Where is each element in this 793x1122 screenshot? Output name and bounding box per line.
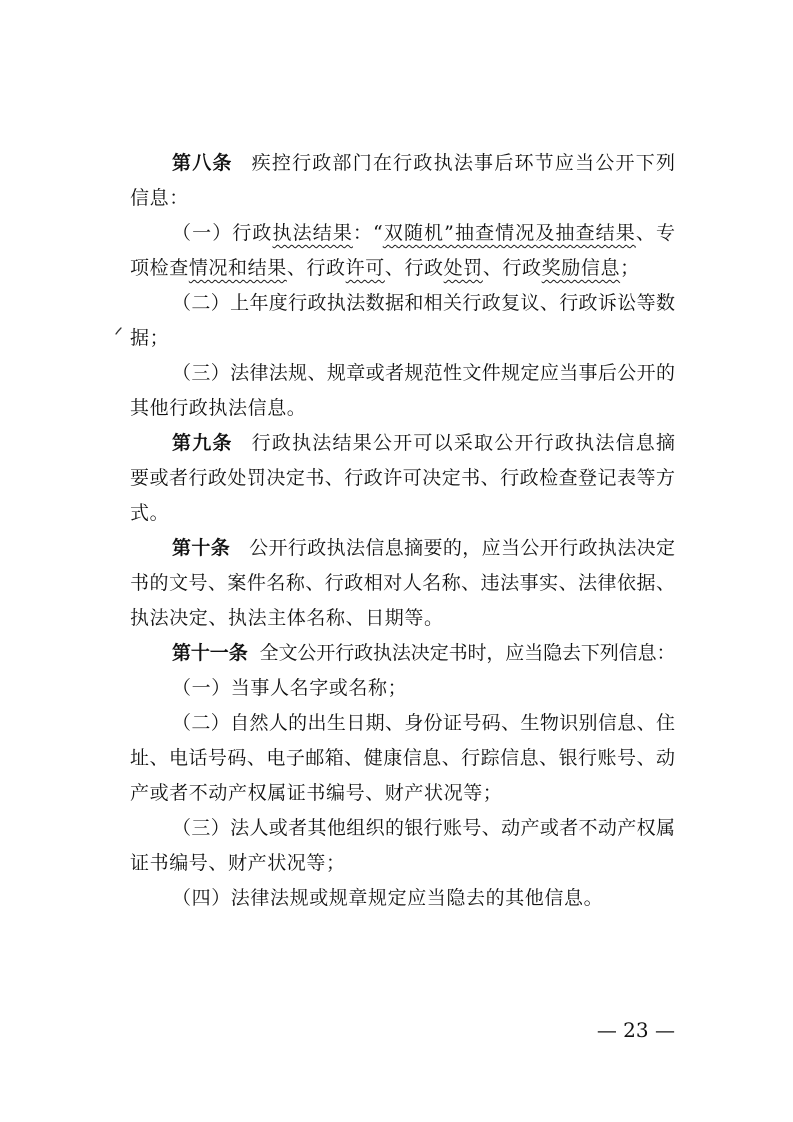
- article-11-item-1: （一）当事人名字或名称；: [172, 677, 408, 699]
- article-11-item-3-line-2: 证书编号、财产状况等；: [130, 852, 346, 874]
- article-8-text: 疾控行政部门在行政执法事后环节应当公开下列: [251, 152, 675, 174]
- article-8-item-3-line-2: 其他行政执法信息。: [130, 397, 307, 419]
- article-9-label: 第九条: [172, 432, 233, 454]
- handwritten-wavy-underline: 执法结果: [272, 222, 353, 244]
- article-10-label: 第十条: [172, 537, 231, 559]
- handwritten-wavy-underline: 处罚: [443, 257, 483, 279]
- article-9-line-3: 式。: [130, 502, 170, 524]
- handwritten-wavy-underline: 奖励信息: [541, 257, 621, 279]
- handwritten-wavy-underline: 许可: [345, 257, 385, 279]
- article-8-item-3-line-1: （三）法律法规、规章或者规范性文件规定应当事后公开的: [172, 362, 675, 384]
- handwritten-wavy-underline: 双随机”抽查情况及抽查结果: [382, 222, 636, 244]
- article-8-line-2: 信息：: [130, 187, 189, 209]
- item-text: 、行政: [482, 257, 542, 279]
- article-9-text: 行政执法结果公开可以采取公开行政执法信息摘: [251, 432, 675, 454]
- article-9-line-2: 要或者行政处罚决定书、行政许可决定书、行政检查登记表等方: [130, 467, 675, 489]
- article-11-item-3-line-1: （三）法人或者其他组织的银行账号、动产或者不动产权属: [172, 817, 675, 839]
- item-text: ；: [620, 257, 640, 279]
- article-11-text: 全文公开行政执法决定书时，应当隐去下列信息：: [259, 642, 675, 664]
- article-8-label: 第八条: [172, 152, 233, 174]
- article-8-item-1-line-2: [130, 251, 675, 286]
- article-8-item-2-line-2: 据；: [130, 327, 170, 349]
- article-11-item-2-line-2: 址、电话号码、电子邮箱、健康信息、行踪信息、银行账号、动: [130, 747, 675, 769]
- article-9-line-1: [130, 426, 675, 461]
- article-11-item-2-line-3: 产或者不动产权属证书编号、财产状况等；: [130, 782, 503, 804]
- item-text: 、行政: [384, 257, 444, 279]
- item-text: ：“: [352, 222, 383, 244]
- handwritten-wavy-underline: 情况和结果: [188, 257, 287, 279]
- article-10-text: 公开行政执法信息摘要的，应当公开行政执法决定: [249, 537, 675, 559]
- stray-pen-mark: [113, 324, 125, 338]
- document-body: [130, 146, 675, 916]
- item-text: （一）行政: [172, 222, 273, 244]
- article-11-item-4: （四）法律法规或规章规定应当隐去的其他信息。: [172, 887, 604, 909]
- article-10-line-2: 书的文号、案件名称、行政相对人名称、违法事实、法律依据、: [130, 572, 675, 594]
- item-text: 、专: [635, 222, 675, 244]
- article-8-item-1-line-1: [130, 216, 675, 251]
- page-number: — 23 —: [596, 1018, 675, 1042]
- article-11-item-2-line-1: （二）自然人的出生日期、身份证号码、生物识别信息、住: [172, 712, 675, 734]
- item-text: 、行政: [286, 257, 346, 279]
- item-text: 项检查: [130, 257, 189, 279]
- article-8-item-2-line-1: （二）上年度行政执法数据和相关行政复议、行政诉讼等数: [172, 292, 675, 314]
- article-8-line-1: [130, 146, 675, 181]
- article-10-line-3: 执法决定、执法主体名称、日期等。: [130, 607, 444, 629]
- article-10-line-1: [130, 531, 675, 566]
- article-11-line-1: [130, 636, 675, 671]
- article-11-label: 第十一条: [172, 642, 248, 664]
